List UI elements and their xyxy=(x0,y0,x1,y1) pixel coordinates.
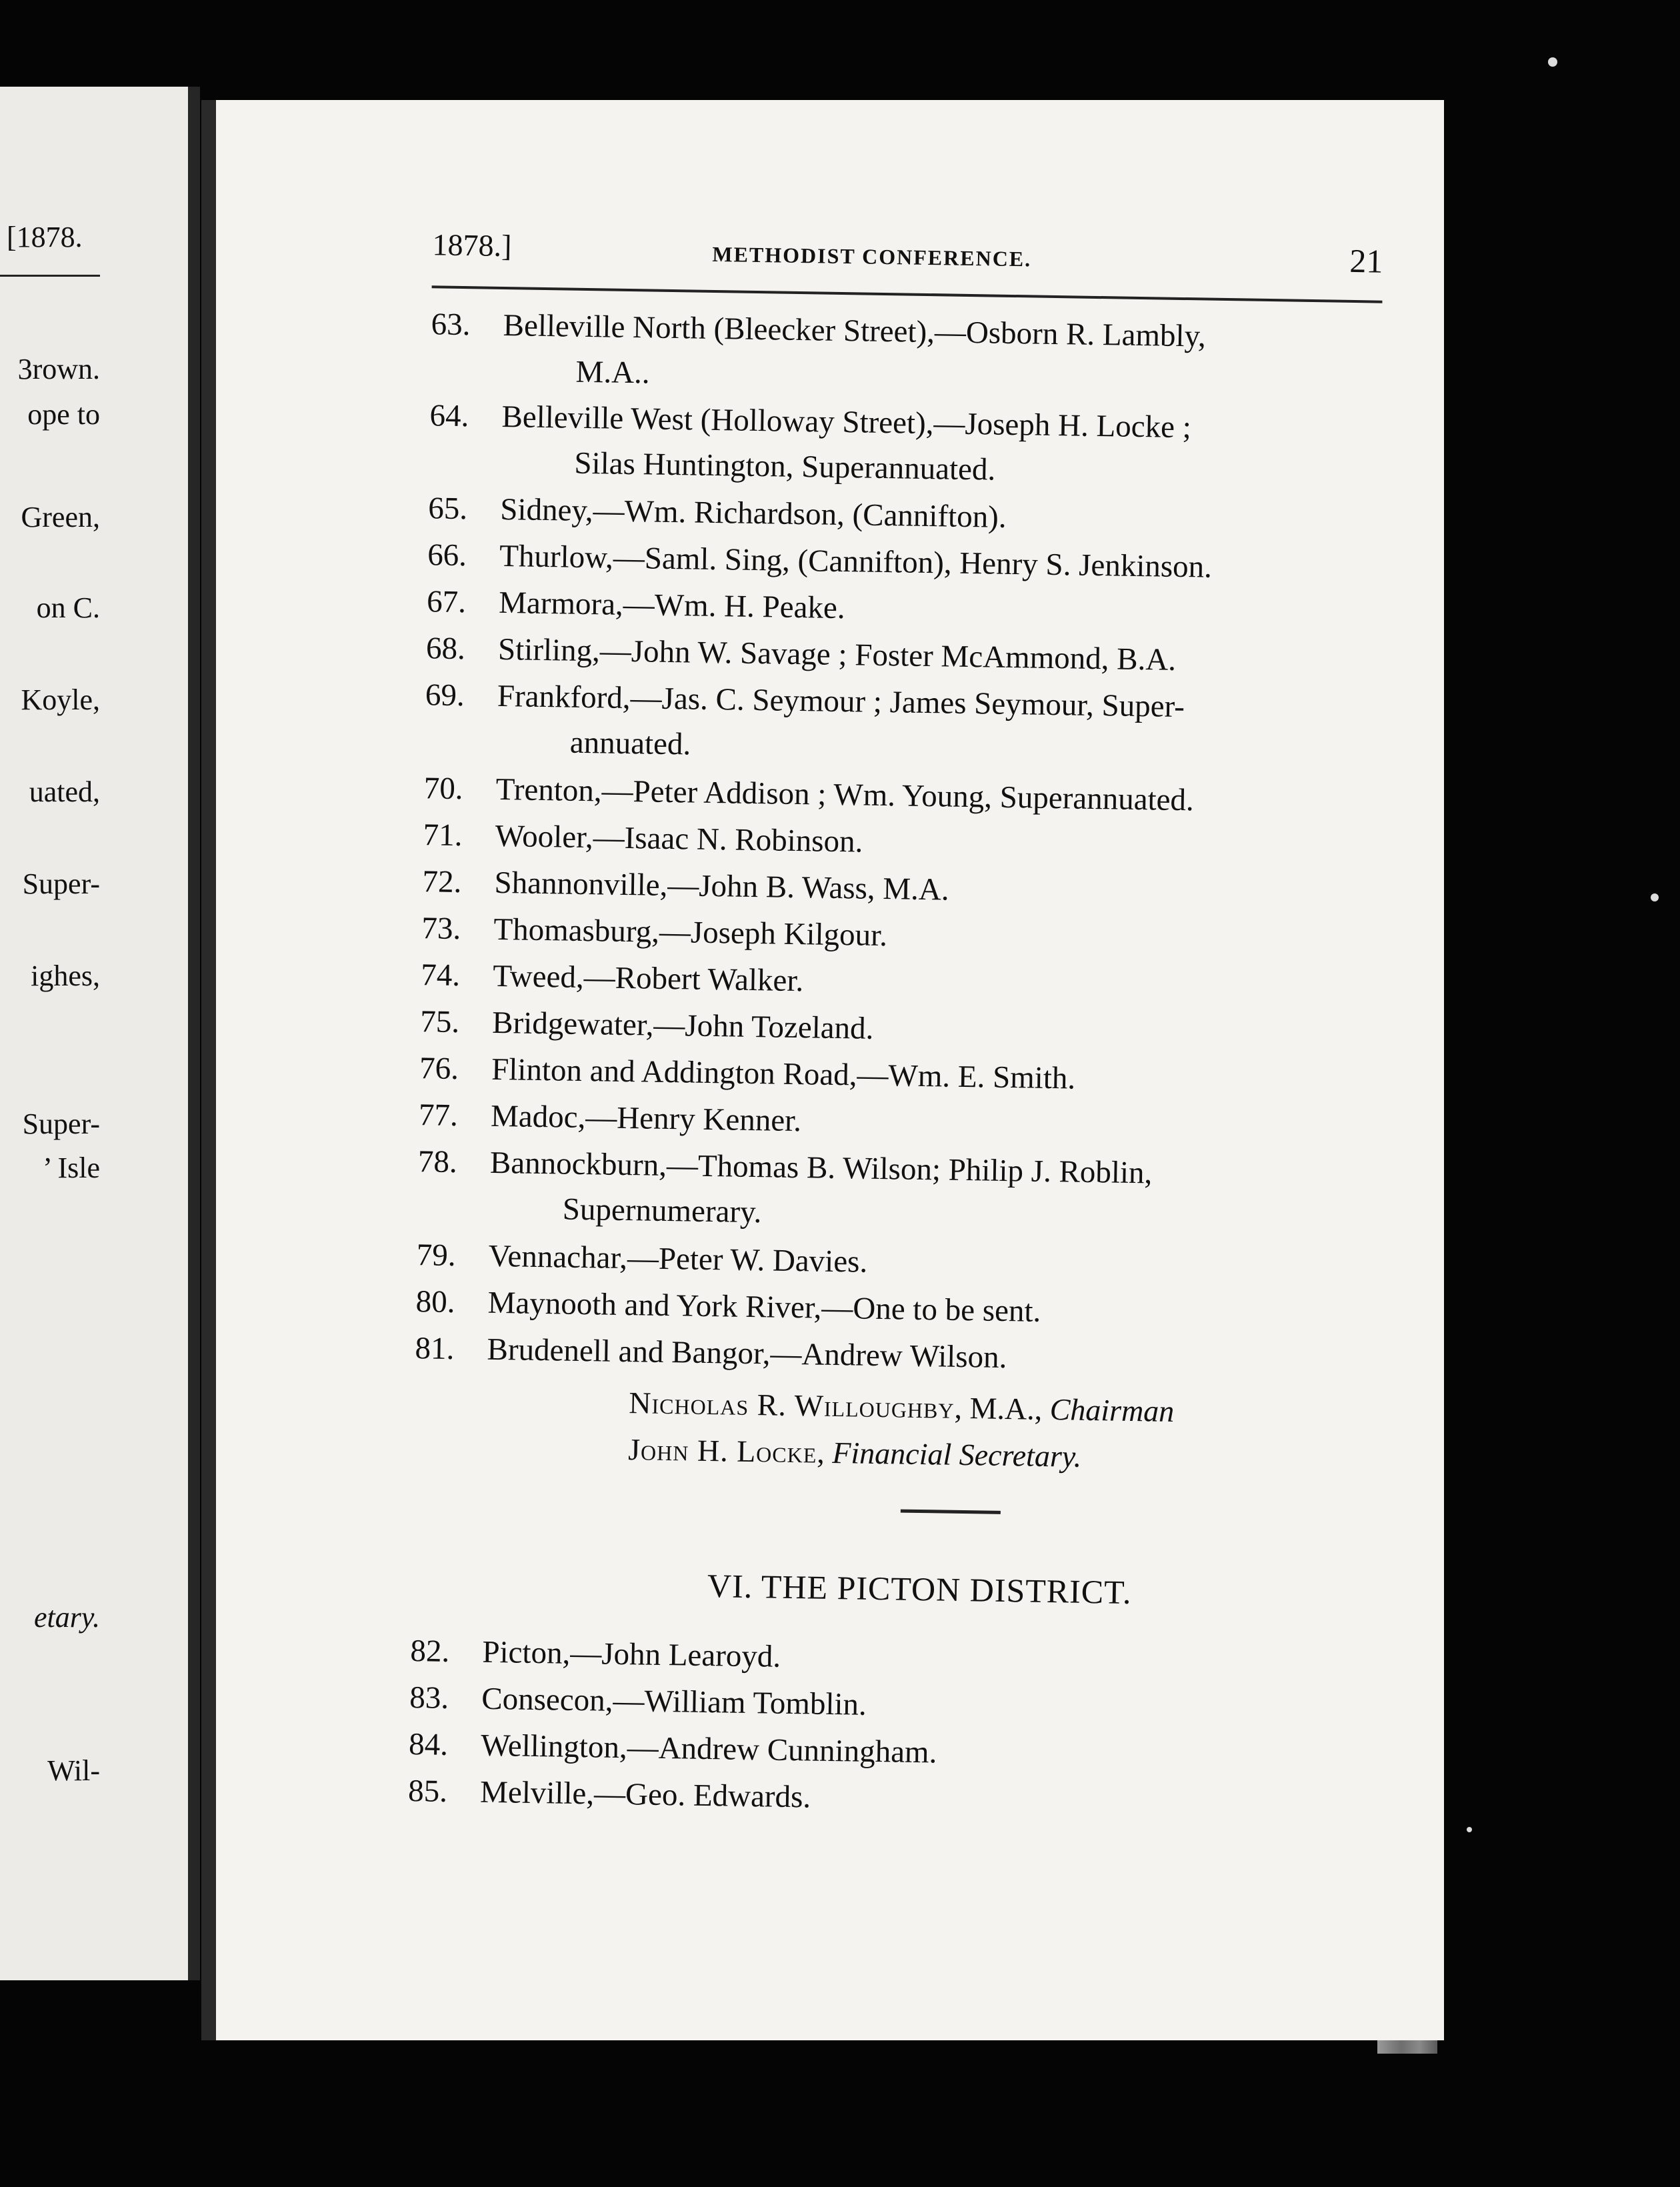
entry-continuation: M.A.. xyxy=(575,354,651,391)
entry-text: Vennachar,—Peter W. Davies. xyxy=(488,1238,868,1280)
entry-number: 69. xyxy=(425,677,465,713)
entry-text: Brudenell and Bangor,—Andrew Wilson. xyxy=(487,1332,1007,1376)
entry-text: Sidney,—Wm. Richardson, (Cannifton). xyxy=(499,491,1007,535)
chairman-suffix: , M.A., xyxy=(954,1390,1051,1427)
entry-text: Thurlow,—Saml. Sing, (Cannifton), Henry S. Jenkinson. xyxy=(499,538,1213,585)
entry-number: 75. xyxy=(419,1004,460,1040)
entry-text: Tweed,—Robert Walker. xyxy=(492,958,804,999)
entry-number: 84. xyxy=(408,1727,449,1762)
chairman-name: Nicholas R. Willoughby xyxy=(628,1386,955,1425)
secretary-role: Financial Secretary. xyxy=(832,1435,1082,1474)
entry-text: Shannonville,—John B. Wass, M.A. xyxy=(494,865,950,907)
entry-number: 72. xyxy=(422,864,462,900)
circuit-entry xyxy=(424,672,1379,777)
entry-number: 65. xyxy=(427,491,468,527)
running-head-year: 1878.] xyxy=(432,227,512,263)
left-page-fragment: on C. xyxy=(36,591,100,624)
left-page-fragment: ope to xyxy=(27,398,100,431)
left-page-fragment: Super- xyxy=(22,1108,100,1140)
dust-speck xyxy=(1548,57,1557,67)
entry-number: 63. xyxy=(431,307,471,343)
entry-number: 77. xyxy=(418,1098,459,1134)
entry-number: 80. xyxy=(415,1284,455,1320)
entry-text: Trenton,—Peter Addison ; Wm. Young, Superannuated. xyxy=(495,771,1195,818)
entry-number: 68. xyxy=(425,631,466,667)
circuit-entry xyxy=(429,393,1383,498)
left-page-fragment: ’ Isle xyxy=(43,1152,100,1184)
section-title: VI. THE PICTON DISTRICT. xyxy=(707,1567,1132,1612)
running-head-title: METHODIST CONFERENCE. xyxy=(712,241,1032,271)
entry-continuation: annuated. xyxy=(569,725,691,762)
secretary-signature xyxy=(628,1432,1082,1474)
entry-number: 85. xyxy=(407,1774,448,1809)
entry-text: Belleville North (Bleecker Street),—Osborn R. Lambly, xyxy=(503,307,1207,354)
entry-number: 67. xyxy=(426,584,467,620)
entry-number: 78. xyxy=(417,1144,458,1180)
chairman-role: Chairman xyxy=(1049,1392,1175,1428)
entry-number: 79. xyxy=(416,1238,456,1274)
entry-text: Bridgewater,—John Tozeland. xyxy=(491,1005,874,1046)
left-page-fragment: etary. xyxy=(34,1601,100,1634)
left-page-fragment: ighes, xyxy=(31,959,100,992)
left-page-rule xyxy=(0,275,100,277)
entry-text: Wellington,—Andrew Cunningham. xyxy=(480,1728,937,1770)
entry-text: Wooler,—Isaac N. Robinson. xyxy=(495,818,863,859)
chairman-signature xyxy=(629,1385,1175,1429)
left-page-fragment: Koyle, xyxy=(21,683,100,716)
entry-text: Maynooth and York River,—One to be sent. xyxy=(487,1285,1041,1329)
circuit-entry xyxy=(417,1139,1371,1244)
entry-continuation: Silas Huntington, Superannuated. xyxy=(574,445,996,487)
entry-text: Belleville West (Holloway Street),—Joseph H. Locke ; xyxy=(501,399,1192,445)
section-divider xyxy=(901,1510,1001,1514)
entry-continuation: Supernumerary. xyxy=(562,1192,762,1230)
entry-text: Picton,—John Learoyd. xyxy=(482,1634,781,1674)
running-head xyxy=(432,227,1383,281)
entry-number: 71. xyxy=(423,817,463,853)
circuit-entry xyxy=(430,301,1385,407)
entry-text: Melville,—Geo. Edwards. xyxy=(479,1774,811,1815)
left-page-fragment: uated, xyxy=(29,775,100,808)
left-page-fragment: Green, xyxy=(21,501,100,533)
entry-number: 74. xyxy=(420,957,461,993)
left-page-fragment: 3rown. xyxy=(17,353,100,385)
entry-text: Madoc,—Henry Kenner. xyxy=(490,1098,802,1139)
secretary-suffix: , xyxy=(817,1435,833,1470)
entry-number: 64. xyxy=(429,398,469,434)
entry-number: 82. xyxy=(410,1634,450,1669)
left-facing-page xyxy=(0,87,200,1980)
dust-speck xyxy=(1467,1827,1472,1832)
entry-text: Marmora,—Wm. H. Peake. xyxy=(498,585,846,626)
book-page xyxy=(201,100,1444,2040)
entry-number: 83. xyxy=(409,1680,449,1716)
entry-number: 66. xyxy=(427,537,467,573)
left-page-fragment: Super- xyxy=(22,867,100,900)
entry-text: Thomasburg,—Joseph Kilgour. xyxy=(493,911,888,953)
entry-text: Frankford,—Jas. C. Seymour ; James Seymour, Super- xyxy=(497,678,1185,725)
entry-number: 70. xyxy=(423,771,463,807)
entry-number: 76. xyxy=(419,1051,459,1087)
entry-text: Bannockburn,—Thomas B. Wilson; Philip J. Roblin, xyxy=(489,1145,1153,1191)
entry-text: Consecon,—William Tomblin. xyxy=(481,1681,867,1722)
dust-speck xyxy=(1651,893,1659,901)
entry-number: 81. xyxy=(415,1331,455,1367)
header-rule xyxy=(432,285,1383,303)
entry-text: Stirling,—John W. Savage ; Foster McAmmond, B.A. xyxy=(497,631,1177,677)
left-page-header: [1878. xyxy=(7,221,83,253)
left-page-fragment: Wil- xyxy=(47,1754,100,1787)
entry-number: 73. xyxy=(421,911,461,947)
page-number: 21 xyxy=(1349,241,1383,280)
secretary-name: John H. Locke xyxy=(627,1432,817,1470)
page-content xyxy=(305,100,1495,2058)
entry-text: Flinton and Addington Road,—Wm. E. Smith. xyxy=(491,1051,1076,1096)
